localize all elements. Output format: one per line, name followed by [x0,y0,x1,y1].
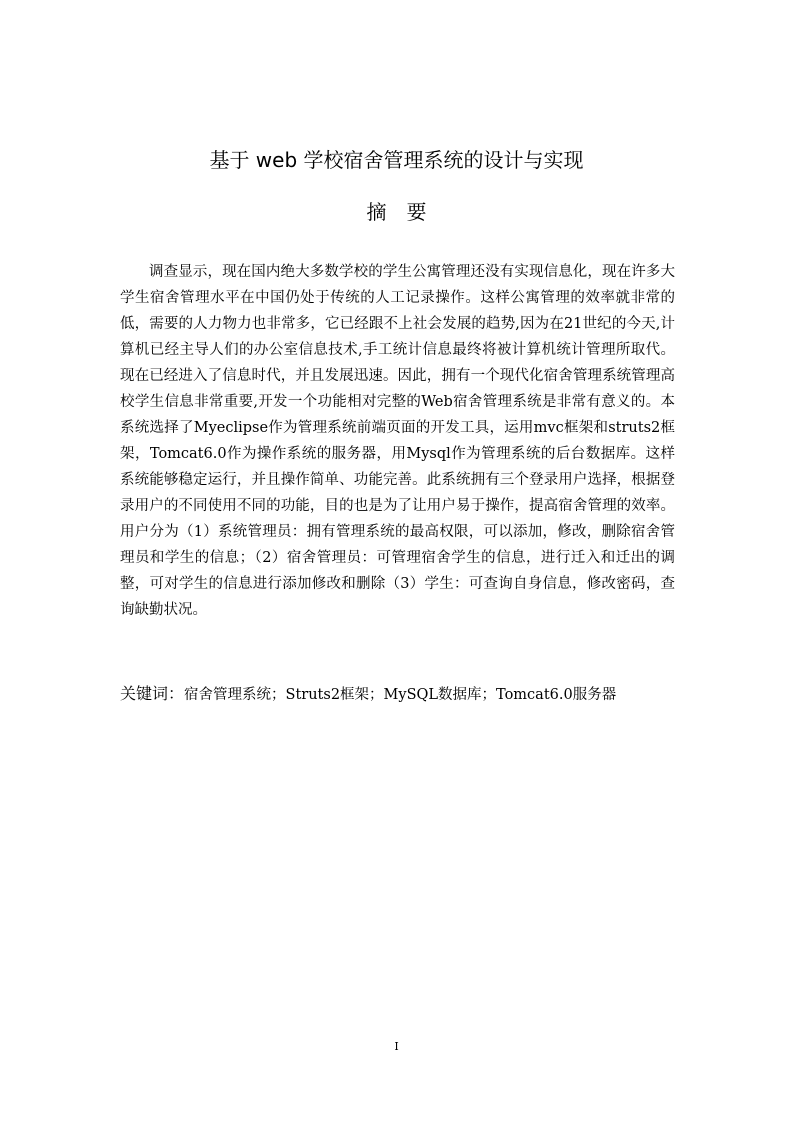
abstract-body: 调查显示，现在国内绝大多数学校的学生公寓管理还没有实现信息化，现在许多大学生宿舍管理水平在中国仍处于传统的人工记录操作。这样公寓管理的效率就非常的低，需要的人力物力也非常多，它已经跟不上社会发展的趋势,因为在21世纪的今天,计算机已经主导人们的办公室信息技术,手工统计信息最终将被计算机统计管理所取代。现在已经进入了信息时代，并且发展迅速。因此，拥有一个现代化宿舍管理系统管理高校学生信息非常重要,开发一个功能相对完整的Web宿舍管理系统是非常有意义的。本系统选择了Myeclipse作为管理系统前端页面的开发工具，运用mvc框架和struts2框架，Tomcat6.0作为操作系统的服务器，用Mysql作为管理系统的后台数据库。这样系统能够稳定运行，并且操作简单、功能完善。此系统拥有三个登录用户选择，根据登录用户的不同使用不同的功能，目的也是为了让用户易于操作，提高宿舍管理的效率。用户分为（1）系统管理员：拥有管理系统的最高权限，可以添加，修改，删除宿舍管理员和学生的信息；（2）宿舍管理员：可管理宿舍学生的信息，进行迁入和迁出的调整，可对学生的信息进行添加修改和删除（3）学生：可查询自身信息，修改密码，查询缺勤状况。 [120,264,675,618]
page-number: I [394,1040,399,1053]
document-title: 基于 web 学校宿舍管理系统的设计与实现 [209,148,584,172]
keywords-label: 关键词： [120,684,185,703]
keywords-text: 宿舍管理系统；Struts2框架；MySQL数据库；Tomcat6.0服务器 [184,687,617,703]
abstract-heading: 摘要 [366,200,447,224]
keywords-line [120,681,680,708]
